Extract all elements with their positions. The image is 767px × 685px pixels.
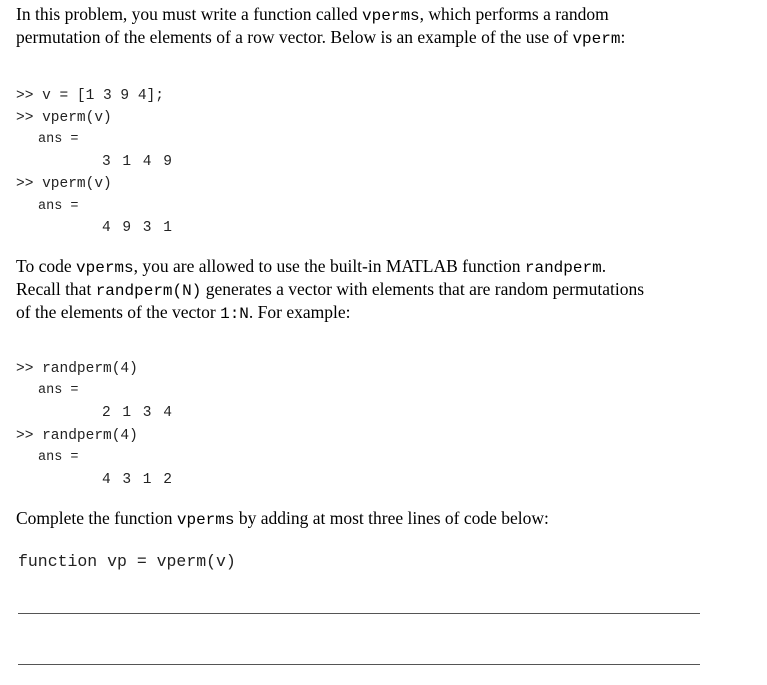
middle-line-1: To code vperms, you are allowed to use the built-in MATLAB function randperm. [16, 256, 607, 277]
code-line: >> vperm(v) [16, 110, 112, 126]
inline-code-1-n: 1:N [220, 305, 249, 323]
inline-code-randperm: randperm [524, 259, 602, 277]
complete-instruction: Complete the function vperms by adding at most three lines of code below: [16, 508, 549, 529]
answer-line-2 [18, 664, 700, 665]
function-signature: function vp = vperm(v) [18, 552, 236, 571]
code-line: ans = [38, 199, 79, 214]
inline-code-vperm: vperm [572, 30, 621, 48]
middle-line-3: of the elements of the vector 1:N. For example: [16, 302, 351, 323]
randperm-paragraph [16, 256, 716, 325]
answer-line-1 [18, 613, 700, 614]
inline-code-randperm-n: randperm(N) [95, 282, 202, 300]
intro-line-1: In this problem, you must write a function called vperms, which performs a random [16, 4, 609, 25]
code-line: ans = [38, 450, 79, 465]
code-line: >> randperm(4) [16, 428, 138, 444]
code-line: >> v = [1 3 9 4]; [16, 88, 164, 104]
code-line: ans = [38, 132, 79, 147]
code-line: 4 9 3 1 [102, 220, 172, 236]
inline-code-vperms: vperms [176, 511, 235, 529]
intro-line-2: permutation of the elements of a row vector. Below is an example of the use of vperm: [16, 27, 626, 48]
inline-code-vperms: vperms [76, 259, 134, 277]
middle-line-2: Recall that randperm(N) generates a vector with elements that are random permutations [16, 279, 645, 300]
code-line: >> randperm(4) [16, 361, 138, 377]
code-line: 4 3 1 2 [102, 472, 172, 488]
inline-code-vperms: vperms [362, 7, 420, 25]
code-line: ans = [38, 383, 79, 398]
code-line: 2 1 3 4 [102, 405, 172, 421]
code-line: 3 1 4 9 [102, 154, 172, 170]
intro-paragraph [16, 4, 716, 50]
code-line: >> vperm(v) [16, 176, 112, 192]
